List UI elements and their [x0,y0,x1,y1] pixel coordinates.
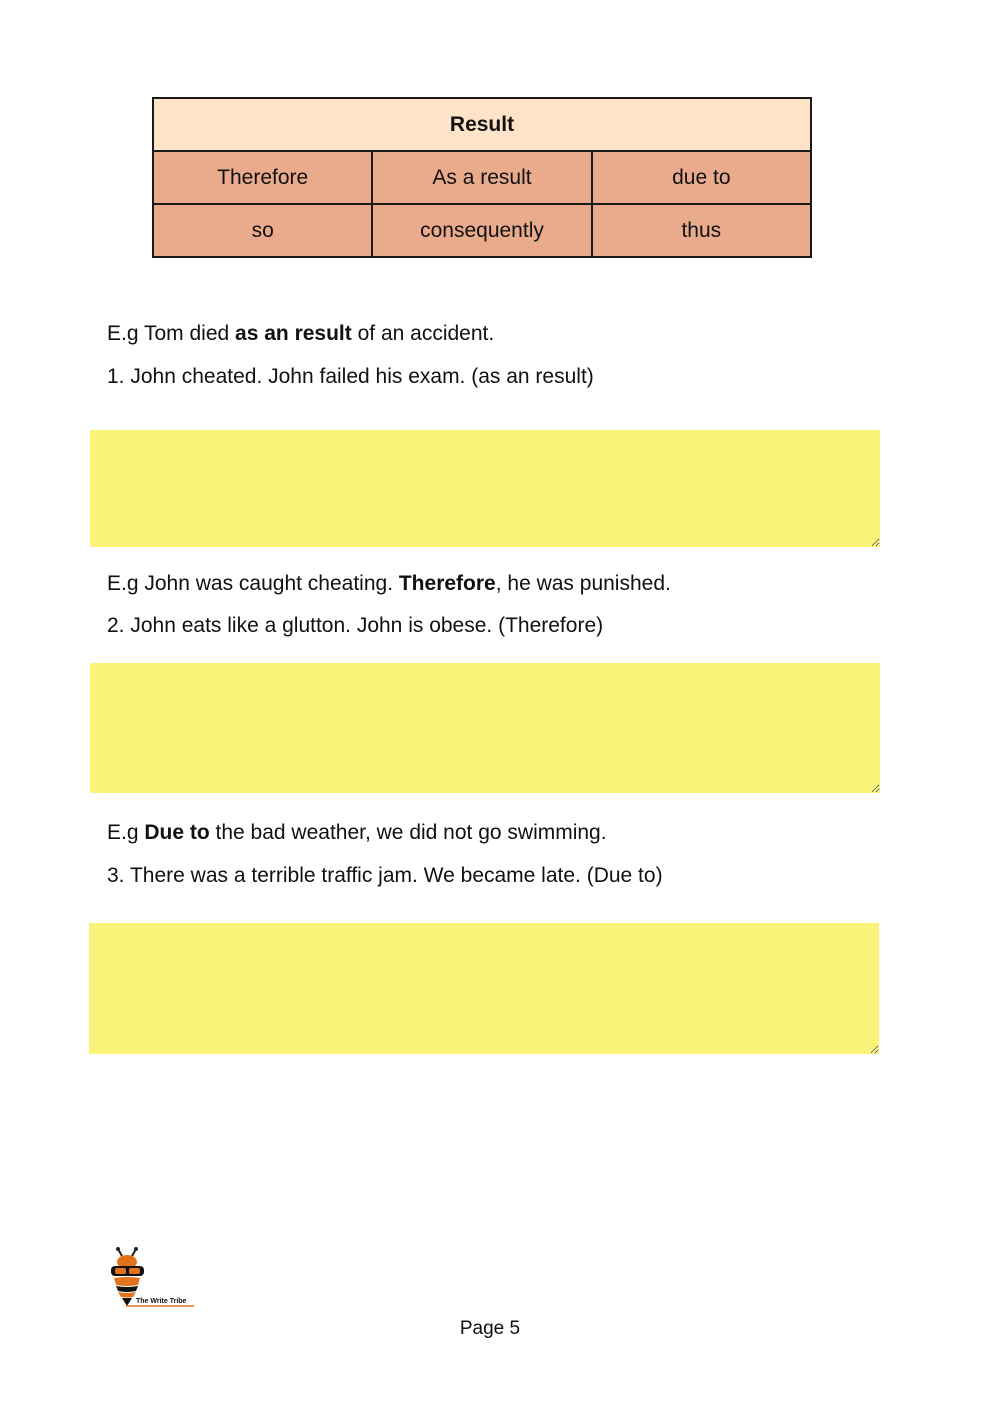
question-2: 2. John eats like a glutton. John is obese. (Therefore) [107,614,604,637]
example-sentence-1: E.g Tom died as an result of an accident. [107,322,495,345]
page-number: Page 5 [459,1318,521,1339]
example-keyword: as an result [235,322,352,345]
table-cell: due to [592,151,811,204]
answer-box-2[interactable] [90,663,880,793]
table-header-row [153,98,811,151]
result-table [152,97,812,258]
example-keyword: Due to [144,821,210,844]
table-cell: so [153,204,372,257]
question-3: 3. There was a terrible traffic jam. We became late. (Due to) [107,864,663,887]
table-cell: thus [592,204,811,257]
answer-box-3[interactable] [89,923,879,1054]
logo-text: The Write Tribe [136,1298,187,1305]
bee-icon [106,1247,198,1311]
question-1: 1. John cheated. John failed his exam. (as an result) [107,365,594,388]
example-sentence-2: E.g John was caught cheating. Therefore, he was punished. [107,572,671,595]
example-keyword: Therefore [398,572,496,595]
example-sentence-3: E.g Due to the bad weather, we did not go swimming. [107,821,607,844]
bee-logo [106,1247,198,1311]
table-cell: Therefore [153,151,372,204]
table-cell: As a result [372,151,591,204]
table-header: Result [153,98,811,151]
answer-box-1[interactable] [90,430,880,547]
table-row [153,204,811,257]
table-row [153,151,811,204]
table-cell: consequently [372,204,591,257]
